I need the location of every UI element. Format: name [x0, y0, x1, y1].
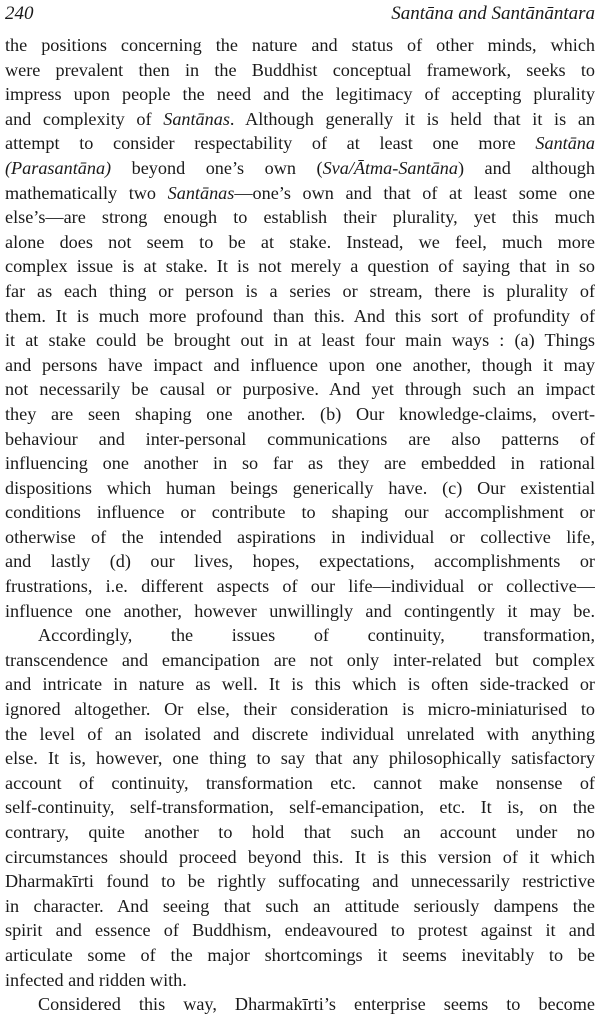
text-line — [5, 304, 595, 329]
text-line — [5, 623, 595, 648]
text-line — [5, 943, 595, 968]
text-line — [5, 279, 595, 304]
text-run: and persons have impact and influence upon one another, though it may — [5, 354, 595, 375]
text-run: Accordingly, the issues of continuity, transformation, — [38, 625, 595, 646]
text-run: in character. And seeing that such an attitude seriously dampens the — [5, 895, 595, 916]
text-run: alone does not seem to be at stake. Instead, we feel, much more — [5, 231, 595, 252]
text-line — [5, 918, 595, 943]
italic-term: Sva/Ātma-Santāna — [322, 157, 458, 178]
text-run: otherwise of the intended aspirations in individual or collective life, — [5, 526, 595, 547]
text-line — [5, 549, 595, 574]
text-run: frustrations, i.e. different aspects of our life—individual or collective— — [5, 576, 595, 597]
text-line — [5, 181, 595, 206]
text-line — [5, 427, 595, 452]
italic-term: Santāna — [535, 133, 595, 154]
text-line — [5, 525, 595, 550]
text-line — [5, 722, 595, 747]
text-line — [5, 377, 595, 402]
text-run: and intricate in nature as well. It is this which is often side-tracked or — [5, 674, 595, 695]
text-run: self-continuity, self-transformation, self-emancipation, etc. It is, on the — [5, 797, 595, 818]
text-line — [5, 58, 595, 83]
text-line — [5, 869, 595, 894]
text-line — [5, 795, 595, 820]
text-line — [5, 131, 595, 156]
text-run: contrary, quite another to hold that such an account under no — [5, 822, 595, 842]
text-line — [5, 574, 595, 599]
text-line — [5, 107, 595, 132]
text-run: spirit and essence of Buddhism, endeavoured to protest against it and — [5, 920, 595, 941]
text-line — [5, 230, 595, 255]
text-run: account of continuity, transformation etc. cannot make nonsense of — [5, 772, 595, 793]
italic-term: Santānas — [167, 182, 235, 203]
text-run: infected and ridden with. — [5, 969, 187, 990]
text-run: —one’s own and that of at least some one — [234, 182, 595, 203]
text-run: . Although generally it is held that it is an — [229, 108, 595, 129]
text-run: influencing one another in so far as they are embedded in rational — [5, 453, 595, 474]
text-run: they are seen shaping one another. (b) Our knowledge-claims, overt- — [5, 403, 595, 424]
text-run: and lastly (d) our lives, hopes, expectations, accomplishments or — [5, 551, 595, 572]
text-line — [5, 476, 595, 501]
text-line — [5, 894, 595, 919]
text-run: were prevalent then in the Buddhist conceptual framework, seeks to — [5, 59, 595, 80]
text-line — [5, 254, 595, 279]
text-run: transcendence and emancipation are not only inter-related but complex — [5, 649, 595, 670]
text-run: the level of an isolated and discrete individual unrelated with anything — [5, 723, 595, 744]
text-run: else’s—are strong enough to establish their plurality, yet this much — [5, 207, 595, 228]
text-run: it at stake could be brought out in at least four main ways : (a) Things — [5, 330, 595, 351]
text-line — [5, 672, 595, 697]
text-run: not necessarily be causal or purposive. And yet through such an impact — [5, 379, 595, 400]
text-line — [5, 328, 595, 353]
text-line — [5, 992, 595, 1017]
text-line — [5, 697, 595, 722]
text-run: ) and although — [457, 157, 595, 178]
text-run: else. It is, however, one thing to say that any philosophically satisfactory — [5, 748, 595, 769]
text-line — [5, 845, 595, 870]
text-run: ignored altogether. Or else, their consideration is micro-miniaturised to — [5, 699, 595, 720]
page-number: 240 — [5, 3, 34, 24]
text-run: behaviour and inter-personal communications are also patterns of — [5, 428, 595, 449]
text-run: influence one another, however unwillingly and contingently it may be. — [5, 600, 595, 621]
text-run: far as each thing or person is a series or stream, there is plurality of — [5, 280, 595, 301]
text-line — [5, 500, 595, 525]
text-line — [5, 648, 595, 673]
text-line — [5, 353, 595, 378]
body-text — [5, 33, 595, 1017]
text-run: Dharmakīrti found to be rightly suffocating and unnecessarily restrictive — [5, 871, 595, 892]
running-header — [5, 0, 595, 28]
running-title: Santāna and Santānāntara — [391, 3, 595, 24]
text-line — [5, 968, 595, 993]
text-run: beyond one’s own ( — [111, 157, 323, 178]
text-run: Considered this way, Dharmakīrti’s enterprise seems to become — [38, 994, 595, 1015]
text-run: complex issue is at stake. It is not merely a question of saying that in so — [5, 256, 595, 277]
text-line — [5, 402, 595, 427]
text-run: circumstances should proceed beyond this. It is this version of it which — [5, 846, 595, 867]
text-run: dispositions which human beings generically have. (c) Our existential — [5, 477, 595, 498]
text-line — [5, 156, 595, 181]
text-run: mathematically two — [5, 182, 168, 203]
text-line — [5, 820, 595, 845]
text-line — [5, 599, 595, 624]
text-run: them. It is much more profound than this. And this sort of profundity of — [5, 305, 595, 326]
italic-term: (Parasantāna) — [5, 157, 112, 178]
text-line — [5, 82, 595, 107]
text-line — [5, 205, 595, 230]
italic-term: Santānas — [163, 108, 230, 129]
text-line — [5, 771, 595, 796]
text-run: and complexity of — [5, 108, 164, 129]
text-run: the positions concerning the nature and status of other minds, which — [5, 35, 595, 55]
text-line — [5, 746, 595, 771]
text-run: articulate some of the major shortcomings it seems inevitably to be — [5, 944, 595, 965]
text-run: attempt to consider respectability of at least one more — [5, 133, 536, 154]
text-line — [5, 451, 595, 476]
text-run: impress upon people the need and the legitimacy of accepting plurality — [5, 84, 595, 105]
text-line — [5, 33, 595, 58]
text-run: conditions influence or contribute to shaping our accomplishment or — [5, 502, 595, 523]
